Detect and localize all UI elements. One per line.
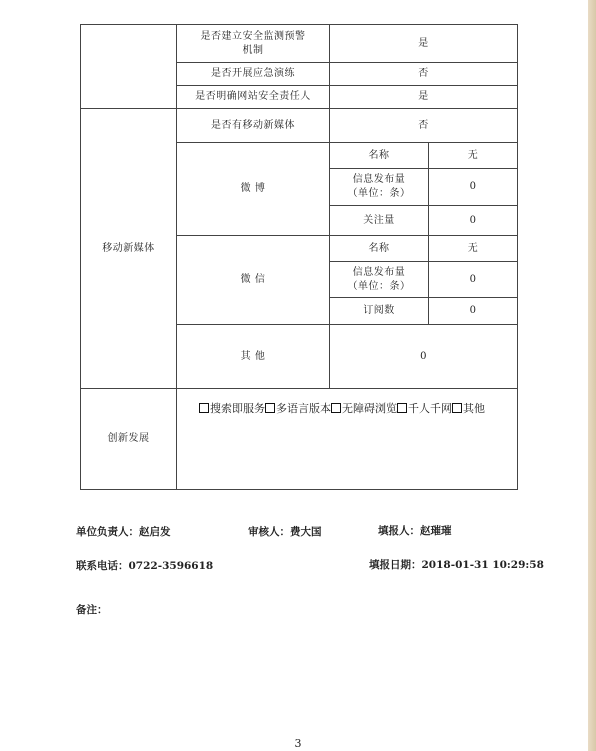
warning-value: 是 [330,25,518,63]
mobile-media-section: 移动新媒体 [81,109,177,389]
notes: 备注： [76,604,108,616]
page-number: 3 [294,737,302,750]
checkbox-icon[interactable] [452,403,462,413]
option-other: 其他 [463,402,485,415]
option-personalized: 千人千网 [408,402,452,415]
innovation-options [177,389,518,490]
checkbox-icon[interactable] [265,403,275,413]
weibo-posts-value: 0 [429,169,518,206]
checkbox-icon[interactable] [397,403,407,413]
drill-value: 否 [330,63,518,86]
checkbox-icon[interactable] [331,403,341,413]
option-search-service: 搜索即服务 [210,402,265,415]
drill-label: 是否开展应急演练 [177,63,330,86]
weibo-label: 微 博 [177,143,330,236]
weixin-subscribers-value: 0 [429,298,518,325]
weibo-posts-label: 信息发布量 （单位：条） [330,169,429,206]
fill-date: 填报日期：2018-01-31 10:29:58 [369,559,544,571]
weixin-label: 微 信 [177,236,330,325]
checkbox-icon[interactable] [199,403,209,413]
weibo-followers-label: 关注量 [330,206,429,236]
section-cell-blank [81,25,177,109]
option-accessibility: 无障碍浏览 [342,402,397,415]
stats-table [80,24,518,490]
weibo-followers-value: 0 [429,206,518,236]
weibo-name-value: 无 [429,143,518,169]
page-edge [588,0,596,751]
weixin-posts-value: 0 [429,262,518,298]
responsible-label: 是否明确网站安全责任人 [177,86,330,109]
other-value: 0 [330,325,518,389]
weixin-subscribers-label: 订阅数 [330,298,429,325]
weixin-name-label: 名称 [330,236,429,262]
has-media-value: 否 [330,109,518,143]
filler: 填报人：赵璀璀 [378,525,452,537]
warning-label: 是否建立安全监测预警 机制 [177,25,330,63]
responsible-value: 是 [330,86,518,109]
weibo-name-label: 名称 [330,143,429,169]
weixin-name-value: 无 [429,236,518,262]
has-media-label: 是否有移动新媒体 [177,109,330,143]
contact-phone: 联系电话：0722-3596618 [76,560,214,572]
unit-head: 单位负责人：赵启发 [76,526,171,538]
reviewer: 审核人：费大国 [248,526,322,538]
other-label: 其 他 [177,325,330,389]
innovation-label: 创新发展 [81,389,177,490]
weixin-posts-label: 信息发布量 （单位：条） [330,262,429,298]
option-multilingual: 多语言版本 [276,402,331,415]
